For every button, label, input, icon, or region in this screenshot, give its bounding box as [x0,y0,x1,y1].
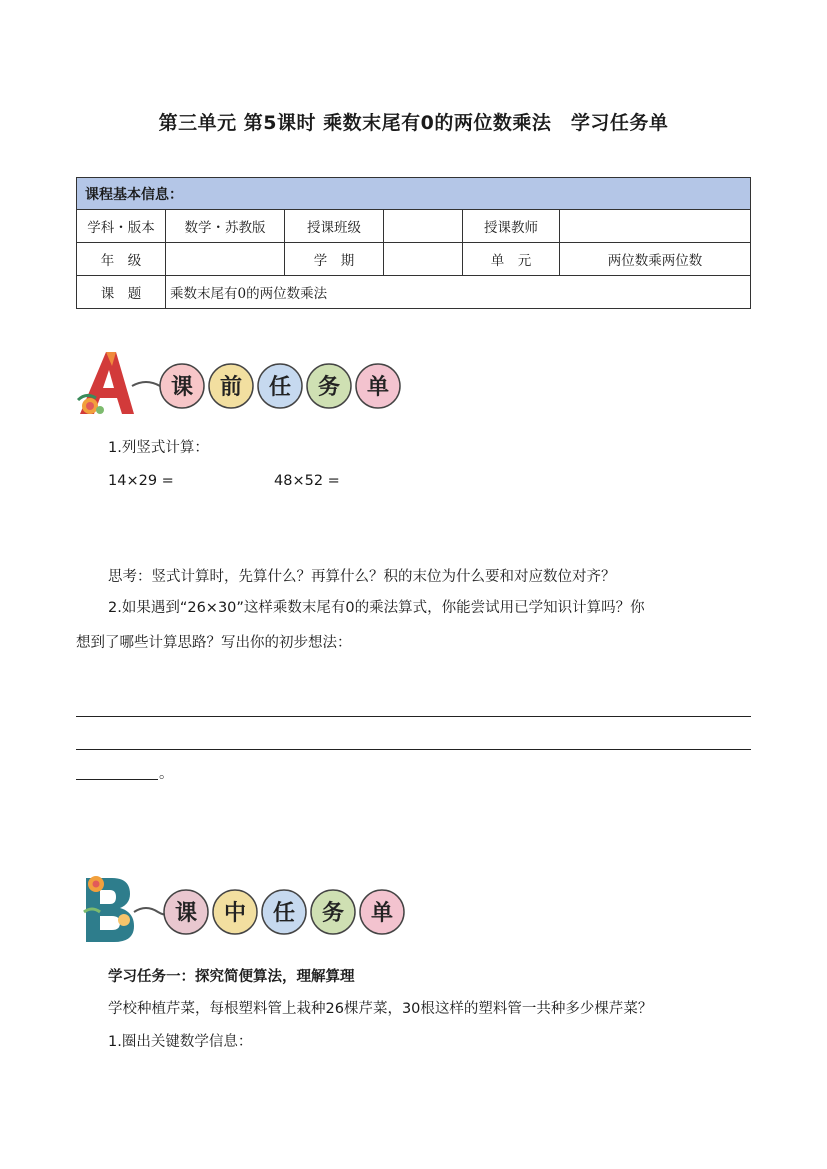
banner-b-char-5: 单 [370,901,394,926]
answer-line-2 [76,749,751,750]
question-2-line-1: 2.如果遇到“26×30”这样乘数末尾有0的乘法算式，你能尝试用已学知识计算吗？你 [108,600,645,616]
cell-unit-label: 单 元 [463,243,560,276]
letter-b-icon [84,876,134,942]
letter-a-icon [78,352,134,414]
question-2-line-2: 想到了哪些计算思路？写出你的初步想法： [76,635,352,651]
cell-subject-label: 学科・版本 [77,210,166,243]
in-class-task-banner [78,872,408,948]
step-1: 1.圈出关键数学信息： [108,1034,253,1050]
task-1-title: 学习任务一：探究简便算法，理解算理 [108,969,355,985]
cell-class-label: 授课班级 [285,210,384,243]
banner-b-char-2: 中 [223,901,247,926]
banner-b-char-3: 任 [272,901,296,926]
info-table-header: 课程基本信息： [77,178,751,210]
cell-teacher-value [560,210,751,243]
cell-grade-label: 年 级 [77,243,166,276]
banner-a-char-4: 务 [317,375,341,400]
cell-term-value [384,243,463,276]
banner-a-char-2: 前 [219,375,243,400]
think-question: 思考：竖式计算时，先算什么？再算什么？积的末位为什么要和对应数位对齐？ [108,569,616,585]
question-1: 1.列竖式计算： [108,440,209,456]
cell-teacher-label: 授课教师 [463,210,560,243]
page-title: 第三单元 第5课时 乘数末尾有0的两位数乘法 学习任务单 [158,112,669,134]
cell-unit-value: 两位数乘两位数 [560,243,751,276]
cell-class-value [384,210,463,243]
cell-topic-value: 乘数末尾有0的两位数乘法 [166,276,751,309]
problem-statement: 学校种植芹菜，每根塑料管上栽种26棵芹菜，30根这样的塑料管一共种多少棵芹菜？ [108,1001,653,1017]
cell-term-label: 学 期 [285,243,384,276]
cell-subject-value: 数学・苏教版 [166,210,285,243]
equation-2: 48×52 = [274,473,340,489]
equation-1: 14×29 = [108,473,174,489]
banner-a-char-5: 单 [366,375,390,400]
answer-end-mark: 。 [159,766,174,782]
banner-b-char-4: 务 [321,901,345,926]
answer-line-3 [76,779,158,780]
banner-a-char-1: 课 [170,375,194,400]
banner-b-char-1: 课 [174,901,198,926]
cell-grade-value [166,243,285,276]
course-info-table [76,177,751,309]
banner-a-char-3: 任 [268,375,292,400]
pre-class-task-banner [76,348,406,422]
cell-topic-label: 课 题 [77,276,166,309]
answer-line-1 [76,716,751,717]
